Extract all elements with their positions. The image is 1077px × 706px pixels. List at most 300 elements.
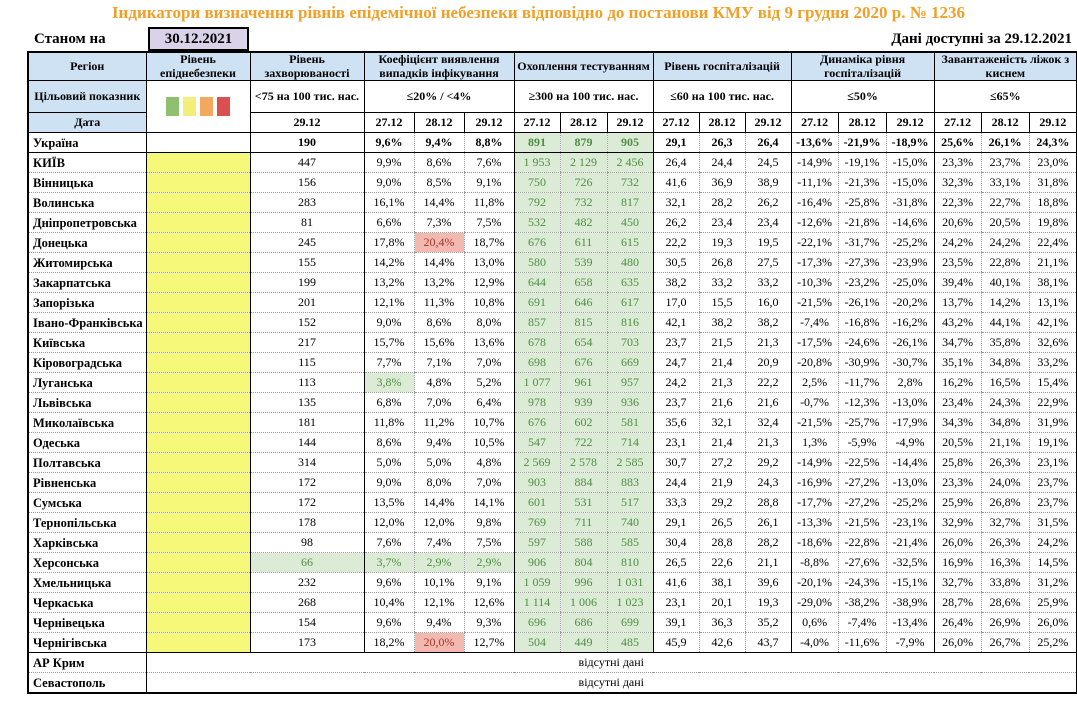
date-cell: 27.12 — [653, 113, 699, 133]
data-cell: 28,8 — [745, 493, 791, 513]
data-cell: 24,5 — [745, 153, 791, 173]
data-cell: 24,2 — [653, 373, 699, 393]
data-cell: 7,0% — [464, 473, 514, 493]
data-cell: -22,8% — [838, 533, 886, 553]
data-cell: 20,5% — [934, 433, 981, 453]
data-cell: 314 — [250, 453, 364, 473]
data-cell: 482 — [560, 213, 607, 233]
data-cell: 20,6% — [934, 213, 981, 233]
data-cell: 732 — [607, 173, 653, 193]
table-row — [28, 173, 1077, 193]
data-cell: 25,8% — [934, 453, 981, 473]
table-row — [28, 653, 1077, 673]
data-cell: 939 — [560, 393, 607, 413]
data-cell: 66 — [250, 553, 364, 573]
data-cell: -5,9% — [838, 433, 886, 453]
data-cell: 10,4% — [364, 593, 414, 613]
data-cell: 14,4% — [414, 193, 464, 213]
data-cell: 531 — [560, 493, 607, 513]
data-cell: -10,3% — [791, 273, 838, 293]
data-cell: -14,9% — [791, 153, 838, 173]
epid-level-cell — [146, 273, 250, 293]
epid-level-cell — [146, 553, 250, 573]
data-cell: 21,1% — [1029, 253, 1077, 273]
data-cell: 42,1% — [1029, 313, 1077, 333]
table-row — [28, 193, 1077, 213]
data-cell: 7,6% — [364, 533, 414, 553]
data-cell: 26,5 — [653, 553, 699, 573]
data-cell: 21,1 — [745, 553, 791, 573]
data-cell: -22,1% — [791, 233, 838, 253]
data-cell: 44,1% — [981, 313, 1029, 333]
data-cell: 804 — [560, 553, 607, 573]
data-cell: 21,3 — [745, 433, 791, 453]
data-cell: 26,3% — [981, 453, 1029, 473]
data-cell: 810 — [607, 553, 653, 573]
region-name: Луганська — [28, 373, 146, 393]
data-cell: 26,1% — [981, 133, 1029, 153]
data-cell: -38,9% — [886, 593, 934, 613]
data-cell: 24,4 — [653, 473, 699, 493]
table-row — [28, 393, 1077, 413]
data-cell: 9,0% — [364, 473, 414, 493]
data-cell: 12,9% — [464, 273, 514, 293]
data-cell: 792 — [514, 193, 560, 213]
data-cell: -25,2% — [886, 233, 934, 253]
data-cell: 181 — [250, 413, 364, 433]
table-row — [28, 353, 1077, 373]
data-cell: 28,2 — [699, 193, 745, 213]
table-row — [28, 633, 1077, 653]
data-cell: -7,9% — [886, 633, 934, 653]
date-cell: 29.12 — [745, 113, 791, 133]
epid-level-cell — [146, 593, 250, 613]
data-cell: 2 456 — [607, 153, 653, 173]
data-cell: 24,2% — [981, 233, 1029, 253]
data-cell: 9,4% — [414, 613, 464, 633]
data-cell: 588 — [560, 533, 607, 553]
data-cell: 1 059 — [514, 573, 560, 593]
data-cell: 32,1 — [653, 193, 699, 213]
data-cell: 22,2 — [745, 373, 791, 393]
data-cell: 156 — [250, 173, 364, 193]
data-cell: 13,2% — [414, 273, 464, 293]
epid-level-cell — [146, 413, 250, 433]
data-cell: 699 — [607, 613, 653, 633]
data-cell: -11,1% — [791, 173, 838, 193]
data-cell: 35,2 — [745, 613, 791, 633]
data-cell: -21,5% — [791, 293, 838, 313]
region-name: Рівненська — [28, 473, 146, 493]
data-cell: 485 — [607, 633, 653, 653]
region-name: Львівська — [28, 393, 146, 413]
epid-level-cell — [146, 513, 250, 533]
date-cell: 28.12 — [560, 113, 607, 133]
table-row — [28, 213, 1077, 233]
region-name: Одеська — [28, 433, 146, 453]
data-cell: -19,1% — [838, 153, 886, 173]
date-cell: 28.12 — [414, 113, 464, 133]
data-cell: 19,3 — [745, 593, 791, 613]
data-cell: 12,0% — [414, 513, 464, 533]
data-cell: 12,7% — [464, 633, 514, 653]
table-row — [28, 373, 1077, 393]
data-cell: 28,2 — [745, 533, 791, 553]
epid-level-cell — [146, 193, 250, 213]
data-cell: 14,1% — [464, 493, 514, 513]
data-cell: 32,9% — [934, 513, 981, 533]
data-cell: -7,4% — [838, 613, 886, 633]
target-hospitalization-dynamics: ≤50% — [791, 81, 934, 113]
data-cell: -38,2% — [838, 593, 886, 613]
data-cell: -20,8% — [791, 353, 838, 373]
data-cell: 2,9% — [414, 553, 464, 573]
table-row — [28, 513, 1077, 533]
data-cell: 9,0% — [364, 313, 414, 333]
epid-level-cell — [146, 233, 250, 253]
data-cell: -26,1% — [886, 333, 934, 353]
column-header-region: Регіон — [28, 52, 146, 81]
data-cell: 24,3% — [1029, 133, 1077, 153]
data-cell: 857 — [514, 313, 560, 333]
data-cell: 669 — [607, 353, 653, 373]
data-cell: 611 — [560, 233, 607, 253]
data-cell: -27,3% — [838, 253, 886, 273]
data-cell: 1 031 — [607, 573, 653, 593]
data-cell: 9,4% — [414, 433, 464, 453]
data-cell: 23,1 — [653, 593, 699, 613]
data-cell: 268 — [250, 593, 364, 613]
data-cell: 39,4% — [934, 273, 981, 293]
data-cell: 7,5% — [464, 213, 514, 233]
data-cell: 7,1% — [414, 353, 464, 373]
data-cell: 9,6% — [364, 573, 414, 593]
no-data-cell: відсутні дані — [146, 673, 1077, 694]
date-cell: 29.12 — [464, 113, 514, 133]
data-cell: -20,1% — [791, 573, 838, 593]
data-cell: 585 — [607, 533, 653, 553]
data-cell: 113 — [250, 373, 364, 393]
data-cell: 11,8% — [364, 413, 414, 433]
data-cell: -25,0% — [886, 273, 934, 293]
data-cell: 34,8% — [981, 413, 1029, 433]
data-cell: 21,6 — [745, 393, 791, 413]
data-cell: 13,7% — [934, 293, 981, 313]
data-cell: -15,0% — [886, 153, 934, 173]
red-level-swatch — [217, 97, 230, 116]
data-cell: 532 — [514, 213, 560, 233]
data-cell: 597 — [514, 533, 560, 553]
data-cell: 5,2% — [464, 373, 514, 393]
data-cell: 115 — [250, 353, 364, 373]
data-cell: 711 — [560, 513, 607, 533]
data-cell: 26,2 — [745, 193, 791, 213]
data-cell: 32,1 — [699, 413, 745, 433]
region-name: Волинська — [28, 193, 146, 213]
region-name: Тернопільська — [28, 513, 146, 533]
data-cell: 698 — [514, 353, 560, 373]
data-cell: 10,5% — [464, 433, 514, 453]
as-of-label: Станом на — [34, 31, 106, 47]
data-cell: 27,2 — [699, 453, 745, 473]
data-cell: 7,0% — [414, 393, 464, 413]
table-row — [28, 673, 1077, 694]
data-cell: 20,1 — [699, 593, 745, 613]
data-cell: 23,1 — [653, 433, 699, 453]
data-cell: 978 — [514, 393, 560, 413]
data-cell: 769 — [514, 513, 560, 533]
data-cell: 5,0% — [364, 453, 414, 473]
data-cell: 750 — [514, 173, 560, 193]
table-row — [28, 593, 1077, 613]
data-cell: 12,1% — [414, 593, 464, 613]
data-cell: 654 — [560, 333, 607, 353]
data-cell: -23,1% — [886, 513, 934, 533]
data-cell: 32,7% — [934, 573, 981, 593]
data-cell: 30,7 — [653, 453, 699, 473]
data-cell: 961 — [560, 373, 607, 393]
data-cell: -26,1% — [838, 293, 886, 313]
data-cell: 686 — [560, 613, 607, 633]
data-cell: 40,1% — [981, 273, 1029, 293]
data-cell: 1 006 — [560, 593, 607, 613]
data-cell: 691 — [514, 293, 560, 313]
data-cell: -30,7% — [886, 353, 934, 373]
data-cell: 17,0 — [653, 293, 699, 313]
data-cell: 8,6% — [414, 313, 464, 333]
data-cell: 16,5% — [981, 373, 1029, 393]
data-cell: 21,4 — [699, 433, 745, 453]
region-name: Севастополь — [28, 673, 146, 694]
region-name: Кіровоградська — [28, 353, 146, 373]
epid-level-cell — [146, 473, 250, 493]
epid-danger-level-scale — [146, 81, 250, 133]
data-cell: 21,1% — [981, 433, 1029, 453]
data-cell: 38,1% — [1029, 273, 1077, 293]
data-cell: -16,2% — [886, 313, 934, 333]
data-cell: 26,0% — [934, 633, 981, 653]
data-cell: 23,7% — [1029, 493, 1077, 513]
table-row — [28, 273, 1077, 293]
date-cell: 27.12 — [934, 113, 981, 133]
data-cell: -15,0% — [886, 173, 934, 193]
data-cell: 906 — [514, 553, 560, 573]
data-cell: 517 — [607, 493, 653, 513]
data-cell: 33,2 — [745, 273, 791, 293]
column-header-hospitalization-level: Рівень госпіталізацій — [653, 52, 791, 81]
data-cell: 2 578 — [560, 453, 607, 473]
table-row — [28, 333, 1077, 353]
data-cell: 16,1% — [364, 193, 414, 213]
epid-level-cell — [146, 313, 250, 333]
data-cell: 644 — [514, 273, 560, 293]
data-cell: 30,5 — [653, 253, 699, 273]
data-cell: 9,9% — [364, 153, 414, 173]
table-row — [28, 293, 1077, 313]
data-cell: 14,2% — [364, 253, 414, 273]
data-cell: -21,4% — [886, 533, 934, 553]
data-cell: -22,5% — [838, 453, 886, 473]
data-cell: -12,6% — [791, 213, 838, 233]
orange-level-swatch — [200, 97, 213, 116]
data-cell: 41,6 — [653, 173, 699, 193]
target-indicator-label: Цільовий показник — [28, 81, 146, 113]
data-cell: 98 — [250, 533, 364, 553]
data-cell: 726 — [560, 173, 607, 193]
data-cell: 38,9 — [745, 173, 791, 193]
data-cell: 10,7% — [464, 413, 514, 433]
data-cell: 732 — [560, 193, 607, 213]
data-cell: 20,9 — [745, 353, 791, 373]
region-name: Івано-Франківська — [28, 313, 146, 333]
data-cell: 14,5% — [1029, 553, 1077, 573]
date-cell: 27.12 — [791, 113, 838, 133]
data-cell: 2 129 — [560, 153, 607, 173]
data-cell: 449 — [560, 633, 607, 653]
date-row-label: Дата — [28, 113, 146, 133]
data-cell: 646 — [560, 293, 607, 313]
data-cell: 25,6% — [934, 133, 981, 153]
data-cell: 26,3 — [699, 133, 745, 153]
data-cell: 20,4% — [414, 233, 464, 253]
data-cell: 7,0% — [464, 353, 514, 373]
data-available-label: Дані доступні за 29.12.2021 — [891, 31, 1072, 47]
data-cell: -21,5% — [791, 413, 838, 433]
data-cell: 217 — [250, 333, 364, 353]
epid-level-cell — [146, 133, 250, 153]
column-header-oxygen-beds: Завантаженість ліжок з киснем — [934, 52, 1077, 81]
data-cell: 33,3 — [653, 493, 699, 513]
data-cell: 34,3% — [934, 413, 981, 433]
data-cell: -11,7% — [838, 373, 886, 393]
data-cell: 144 — [250, 433, 364, 453]
data-cell: 24,4 — [699, 153, 745, 173]
data-cell: 9,1% — [464, 573, 514, 593]
epid-level-cell — [146, 213, 250, 233]
data-cell: 617 — [607, 293, 653, 313]
table-row — [28, 613, 1077, 633]
data-cell: -23,9% — [886, 253, 934, 273]
data-cell: 21,5 — [699, 333, 745, 353]
data-cell: 7,3% — [414, 213, 464, 233]
data-cell: 28,6% — [981, 593, 1029, 613]
data-cell: 936 — [607, 393, 653, 413]
data-cell: 201 — [250, 293, 364, 313]
data-cell: 15,5 — [699, 293, 745, 313]
epid-level-cell — [146, 633, 250, 653]
data-cell: 817 — [607, 193, 653, 213]
data-cell: 21,6 — [699, 393, 745, 413]
data-cell: 42,6 — [699, 633, 745, 653]
data-cell: 879 — [560, 133, 607, 153]
data-cell: 22,9% — [1029, 393, 1077, 413]
data-cell: 581 — [607, 413, 653, 433]
data-cell: 25,2% — [1029, 633, 1077, 653]
date-cell: 29.12 — [886, 113, 934, 133]
data-cell: -11,6% — [838, 633, 886, 653]
region-name: Хмельницька — [28, 573, 146, 593]
data-cell: 4,8% — [464, 453, 514, 473]
data-cell: 722 — [560, 433, 607, 453]
data-cell: -31,7% — [838, 233, 886, 253]
table-row — [28, 553, 1077, 573]
region-name: Житомирська — [28, 253, 146, 273]
target-testing-coverage: ≥300 на 100 тис. нас. — [514, 81, 653, 113]
data-cell: 172 — [250, 473, 364, 493]
data-cell: 2 569 — [514, 453, 560, 473]
data-cell: 34,8% — [981, 353, 1029, 373]
data-cell: 740 — [607, 513, 653, 533]
data-cell: 29,2 — [745, 453, 791, 473]
region-name: Черкаська — [28, 593, 146, 613]
data-cell: 23,3% — [934, 153, 981, 173]
data-cell: 504 — [514, 633, 560, 653]
data-cell: 39,6 — [745, 573, 791, 593]
data-cell: 173 — [250, 633, 364, 653]
data-cell: 15,7% — [364, 333, 414, 353]
data-cell: 232 — [250, 573, 364, 593]
data-cell: 33,2 — [699, 273, 745, 293]
data-cell: 658 — [560, 273, 607, 293]
data-cell: 11,3% — [414, 293, 464, 313]
data-cell: 30,4 — [653, 533, 699, 553]
data-cell: 9,3% — [464, 613, 514, 633]
data-cell: 35,8% — [981, 333, 1029, 353]
data-cell: 678 — [514, 333, 560, 353]
epid-level-cell — [146, 533, 250, 553]
data-cell: 9,6% — [364, 133, 414, 153]
data-cell: 601 — [514, 493, 560, 513]
data-cell: 25,9% — [1029, 593, 1077, 613]
column-header-detection-coef: Коефіцієнт виявлення випадків інфікування — [364, 52, 514, 81]
data-cell: -27,2% — [838, 473, 886, 493]
data-cell: -27,6% — [838, 553, 886, 573]
data-cell: 24,2% — [934, 233, 981, 253]
data-cell: 23,7 — [653, 333, 699, 353]
data-cell: 2,8% — [886, 373, 934, 393]
date-cell: 29.12 — [250, 113, 364, 133]
table-row — [28, 453, 1077, 473]
data-cell: 26,9% — [981, 613, 1029, 633]
data-cell: 19,1% — [1029, 433, 1077, 453]
table-row — [28, 233, 1077, 253]
data-cell: -13,6% — [791, 133, 838, 153]
data-cell: 16,3% — [981, 553, 1029, 573]
data-cell: 245 — [250, 233, 364, 253]
epid-level-cell — [146, 293, 250, 313]
data-cell: 26,4% — [934, 613, 981, 633]
epid-level-cell — [146, 353, 250, 373]
date-cell: 28.12 — [981, 113, 1029, 133]
data-cell: 16,0 — [745, 293, 791, 313]
data-cell: 38,1 — [699, 573, 745, 593]
data-cell: 33,2% — [1029, 353, 1077, 373]
data-cell: 22,8% — [981, 253, 1029, 273]
data-cell: 580 — [514, 253, 560, 273]
date-cell: 28.12 — [699, 113, 745, 133]
data-cell: 11,2% — [414, 413, 464, 433]
data-cell: -17,3% — [791, 253, 838, 273]
date-cell: 28.12 — [838, 113, 886, 133]
data-cell: 9,8% — [464, 513, 514, 533]
data-cell: 602 — [560, 413, 607, 433]
table-row — [28, 493, 1077, 513]
data-cell: 10,8% — [464, 293, 514, 313]
data-cell: 905 — [607, 133, 653, 153]
epid-level-cell — [146, 373, 250, 393]
data-cell: 8,0% — [414, 473, 464, 493]
column-header-hospitalization-dynamics: Динаміка рівня госпіталізацій — [791, 52, 934, 81]
